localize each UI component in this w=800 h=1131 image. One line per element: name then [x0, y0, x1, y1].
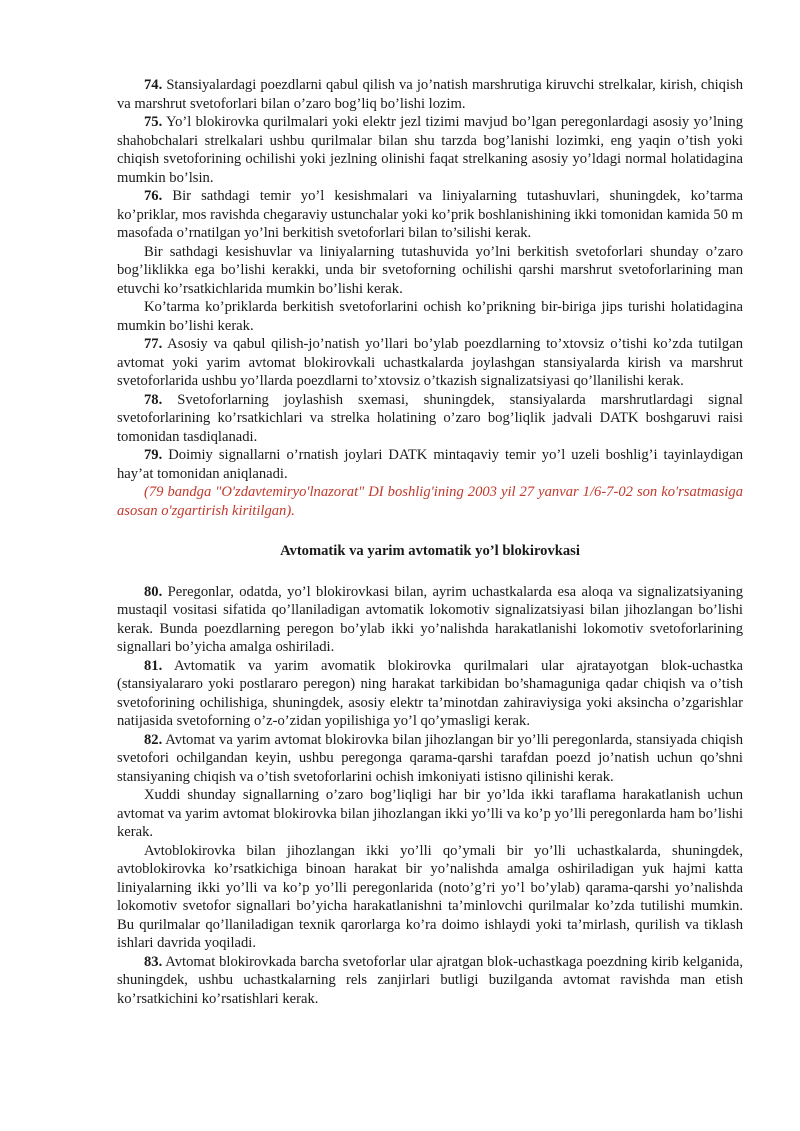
paragraph-81: [117, 657, 743, 731]
paragraph-74: [117, 76, 743, 113]
paragraph-number: 76.: [144, 188, 163, 204]
paragraph-82-cont-1: [117, 786, 743, 842]
paragraph-82-cont-2: [117, 842, 743, 953]
paragraph-text: Bir sathdagi kesishuvlar va liniyalarning tutashuvida yo’lni berkitish svetoforlari shunday o’zaro bog’liklikka ega bo’lishi kerakki, unda bir svetoforning ochilishi qarshi marshrut svetoforlarining man etuvchi ko’rsatkichlarida mumkin bo’lishi kerak.: [117, 243, 743, 297]
paragraph-number: 81.: [144, 657, 163, 674]
paragraph-text: Svetoforlarning joylashish sxemasi, shuningdek, stansiyalarda marshrutlardagi signal svetoforlarining ko’rsatkichlari va strelka holatining o’zaro bog’liqlik jadvali DATK boshgaruvi raisi tomonidan tasdiqlanadi.: [117, 391, 743, 445]
paragraph-text: Avtomat va yarim avtomat blokirovka bilan jihozlangan bir yo’lli peregonlarda, stansiyada chiqish svetofori ochilgandan keyin, ushbu peregonga qarama-qarshi tarafdan poezd jo’natish uchun qo’shni stansiyaning chiqish va o’tish svetoforlarini ochish imkoniyati istisno qilinishi kerak.: [117, 731, 743, 785]
paragraph-76: [117, 187, 743, 243]
paragraph-number: 75.: [144, 114, 163, 130]
paragraph-number: 77.: [144, 336, 163, 352]
paragraph-75: [117, 113, 743, 187]
paragraph-text: Ko’tarma ko’priklarda berkitish svetoforlarini ochish ko’prikning bir-biriga jips turishi holatidagina mumkin bo’lishi kerak.: [117, 299, 743, 334]
paragraphs-top: [117, 76, 743, 520]
paragraph-text: Avtoblokirovka bilan jihozlangan ikki yo’lli qo’ymali bir yo’lli uchastkalarda, shuningdek, avtoblokirovka ko’rsatkichiga binoan harakat bir yo’nalishda amalga oshiriladigan yuk hajmi katta liniyalarning ikki yo’lli va ko’p yo’lli peregonlarida (noto’g’ri yo’l bo’ylab) qarama-qarshi yo’nalishda lokomotiv svetofor signallari bo’yicha harakatlanishni ta’minlovchi qurilmalar ko’zda tutilishi mumkin. Bu qurilmalar qo’llaniladigan texnik qarorlarga ko’ra doimo ishlaydi yoki ta’mirlash, qurilish va tiklash ishlari davrida yoqiladi.: [117, 842, 743, 951]
amendment-note: (79 bandga "O'zdavtemiryo'lnazorat" DI boshlig'ining 2003 yil 27 yanvar 1/6-7-02 son ko'rsatmasiga asosan o'zgartirish kiritilgan).: [117, 484, 743, 519]
paragraph-text: Bir sathdagi temir yo’l kesishmalari va liniyalarning tutashuvlari, shuningdek, ko’tarma ko’priklar, mos ravishda chegaraviy ustunchalar yoki ko’prik boshlanishining ikki tomonidan kamida 50 m masofada o’rnatilgan yo’lni berkitish svetoforlari bilan to’silishi kerak.: [117, 188, 743, 241]
paragraph-text: Peregonlar, odatda, yo’l blokirovkasi bilan, ayrim uchastkalarda esa aloqa va signalizatsiyaning mustaqil vositasi sifatida qo’llaniladigan avtomatik lokomotiv signalizatsiyasi bilan jihozlangan bo’lishi kerak. Bunda poezdlarning peregon bo’ylab ikki yo’nalishda harakatlanishi lokomotiv svetoforlarining signallari bo’yicha amalga oshiriladi.: [117, 583, 743, 655]
paragraph-83: [117, 953, 743, 1009]
paragraphs-bottom: [117, 583, 743, 1009]
paragraph-text: Xuddi shunday signallarning o’zaro bog’liqligi har bir yo’lda ikki taraflama harakatlanish uchun avtomat va yarim avtomat blokirovka bilan jihozlangan ikki yo’lli va ko’p yo’lli peregonlarda ham bo’lishi kerak.: [117, 787, 743, 840]
paragraph-78: [117, 391, 743, 447]
paragraph-number: 79.: [144, 447, 163, 463]
paragraph-text: Asosiy va qabul qilish-jo’natish yo’llari bo’ylab poezdlarning to’xtovsiz o’tishi ko’zda tutilgan avtomat yoki yarim avtomat blokirovkali uchastkalarda joylashgan stansiyalarda kirish va marshrut svetoforlarida ushbu yo’llarda poezdlarni to’xtovsiz o’tkazish signalizatsiyasi qo’llanilishi kerak.: [117, 336, 743, 389]
paragraph-number: 74.: [144, 77, 163, 93]
paragraph-text: Doimiy signallarni o’rnatish joylari DATK mintaqaviy temir yo’l uzeli boshlig’i tayinlaydigan hay’at tomonidan aniqlanadi.: [117, 447, 743, 482]
paragraph-77: [117, 335, 743, 391]
paragraph-76-cont-2: [117, 298, 743, 335]
paragraph-text: Avtomat blokirovkada barcha svetoforlar ular ajratgan blok-uchastkaga poezdning kirib kelganida, shuningdek, ushbu uchastkalarning rels zanjirlari butligi buzilganda avtomat ravishda man etish ko’rsatkichini ko’rsatishlari kerak.: [117, 953, 743, 1007]
paragraph-number: 83.: [144, 953, 163, 970]
paragraph-number: 82.: [144, 731, 163, 748]
paragraph-number: 78.: [144, 391, 163, 408]
paragraph-79: [117, 446, 743, 483]
paragraph-76-cont-1: [117, 243, 743, 299]
paragraph-number: 80.: [144, 583, 163, 600]
paragraph-80: [117, 583, 743, 657]
section-heading: Avtomatik va yarim avtomatik yo’l blokirovkasi: [280, 543, 580, 559]
paragraph-text: Stansiyalardagi poezdlarni qabul qilish va jo’natish marshrutiga kiruvchi strelkalar, kirish, chiqish va marshrut svetoforlari bilan o’zaro bog’liq bo’lishi lozim.: [117, 77, 743, 112]
paragraph-text: Yo’l blokirovka qurilmalari yoki elektr jezl tizimi mavjud bo’lgan peregonlardagi asosiy yo’lning shahobchalari strelkalari ushbu qurilmalar bilan shu tarzda bog’lanishi lozimki, eng yaqin o’tish yoki chiqish svetoforining ochilishi yoki jezlning olinishi faqat strelkaning asosiy yo’ldagi normal holatidagina mumkin bo’lsin.: [117, 114, 743, 186]
paragraph-82: [117, 731, 743, 787]
paragraph-text: Avtomatik va yarim avomatik blokirovka qurilmalari ular ajratayotgan blok-uchastka (stansiyalararo yoki postlararo peregon) ning harakat tarkibidan bo’shamaguniga qadar chiqish va o’tish svetoforining ochilishiga, shuningdek, asosiy elektr ta’minotdan zahiraviysiga yoki aksincha o’zgarishlar natijasida svetoforning o’z-o’zidan yopilishiga yo’l qo’ymasligi kerak.: [117, 657, 743, 729]
